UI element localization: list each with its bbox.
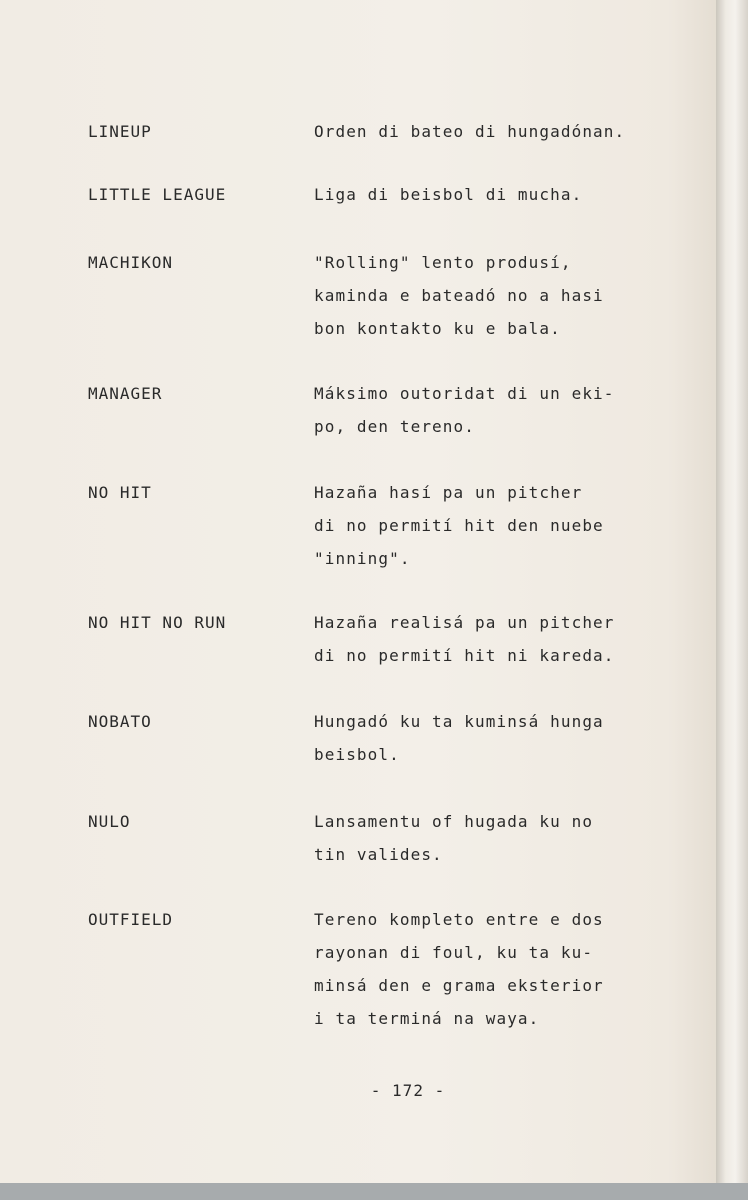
definition-line: Orden di bateo di hungadónan. — [314, 122, 626, 141]
entry-term: NOBATO — [88, 712, 152, 731]
entry-definition — [314, 178, 694, 211]
definition-line: "Rolling" lento produsí, — [314, 253, 572, 272]
entry-term: MANAGER — [88, 384, 163, 403]
definition-line: po, den tereno. — [314, 417, 475, 436]
page-number: - 172 - — [370, 1081, 446, 1100]
entry-definition — [314, 246, 694, 345]
entry-definition — [314, 705, 694, 771]
definition-line: minsá den e grama eksterior — [314, 976, 604, 995]
definition-line: Máksimo outoridat di un eki- — [314, 384, 615, 403]
definition-line: rayonan di foul, ku ta ku- — [314, 943, 594, 962]
definition-line: bon kontakto ku e bala. — [314, 319, 561, 338]
definition-line: i ta terminá na waya. — [314, 1009, 540, 1028]
entry-definition — [314, 805, 694, 871]
definition-line: Liga di beisbol di mucha. — [314, 185, 583, 204]
entry-term: OUTFIELD — [88, 910, 174, 929]
entry-definition — [314, 476, 694, 575]
definition-line: Tereno kompleto entre e dos — [314, 910, 604, 929]
definition-line: di no permití hit den nuebe — [314, 516, 604, 535]
entry-term: NULO — [88, 812, 131, 831]
entry-term: MACHIKON — [88, 253, 174, 272]
definition-line: beisbol. — [314, 745, 400, 764]
scan-bottom-edge — [0, 1183, 748, 1200]
definition-line: tin valides. — [314, 845, 443, 864]
definition-line: kaminda e bateadó no a hasi — [314, 286, 604, 305]
entry-term: NO HIT NO RUN — [88, 613, 227, 632]
entry-term: LITTLE LEAGUE — [88, 185, 227, 204]
entry-term: LINEUP — [88, 122, 152, 141]
definition-line: Hazaña hasí pa un pitcher — [314, 483, 583, 502]
definition-line: Hazaña realisá pa un pitcher — [314, 613, 615, 632]
definition-line: Hungadó ku ta kuminsá hunga — [314, 712, 604, 731]
entry-definition — [314, 606, 694, 672]
definition-line: di no permití hit ni kareda. — [314, 646, 615, 665]
entry-definition — [314, 903, 694, 1035]
entry-definition — [314, 377, 694, 443]
entry-term: NO HIT — [88, 483, 152, 502]
book-spine-edge — [716, 0, 748, 1200]
entry-definition — [314, 115, 694, 148]
definition-line: "inning". — [314, 549, 411, 568]
definition-line: Lansamentu of hugada ku no — [314, 812, 594, 831]
